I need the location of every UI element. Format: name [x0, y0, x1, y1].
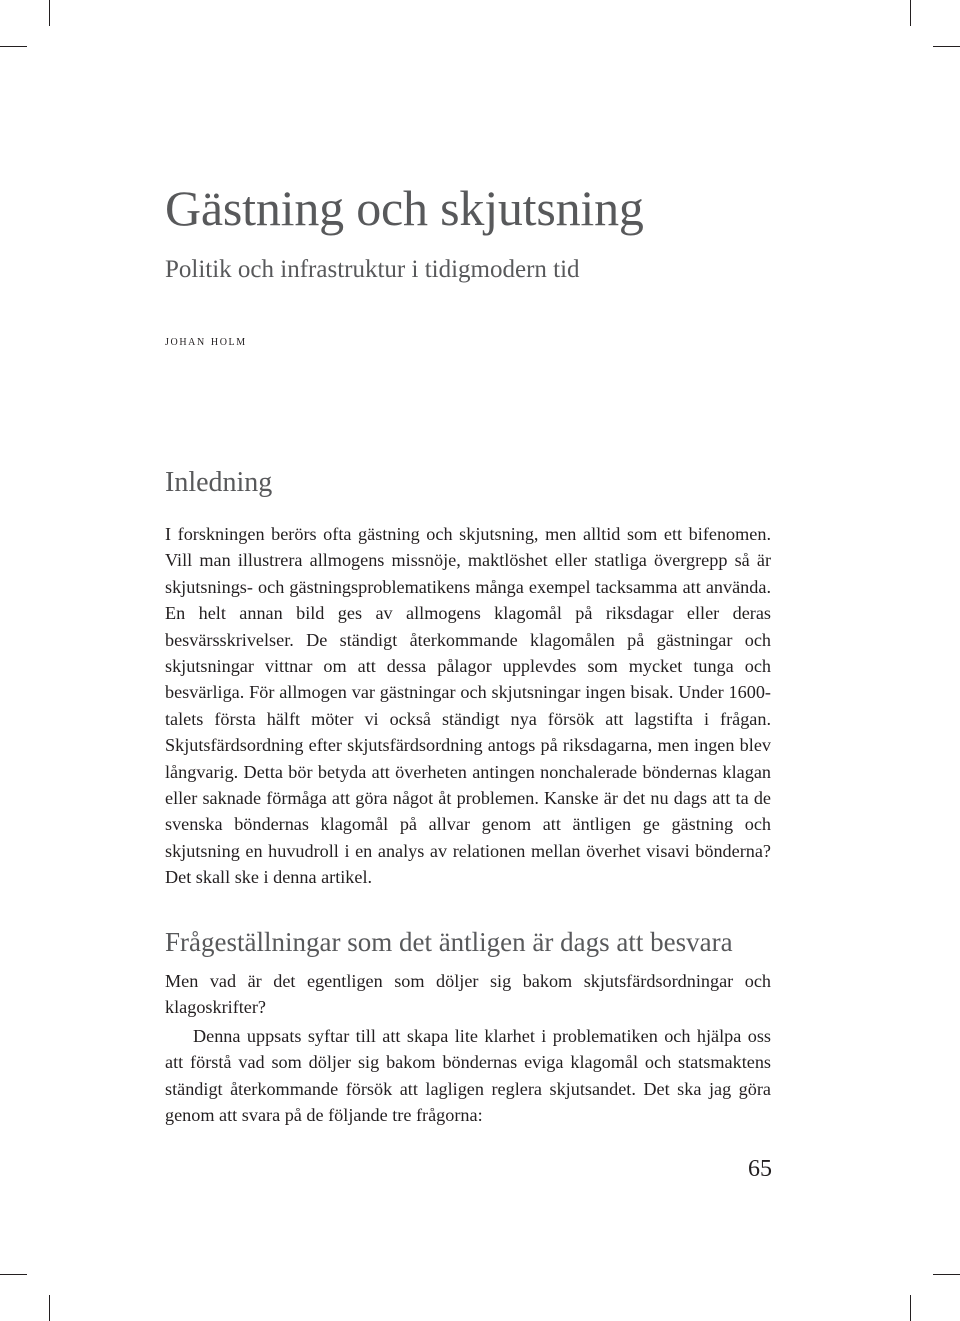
- questions-paragraph-1: Men vad är det egentligen som döljer sig bakom skjutsfärdsordningar och klagoskrifter?: [165, 971, 771, 1018]
- article-author: johan holm: [165, 334, 247, 349]
- crop-mark-top-left-horizontal: [0, 46, 27, 47]
- crop-mark-bottom-right-horizontal: [933, 1274, 960, 1275]
- page-number: 65: [748, 1156, 772, 1182]
- article-title: Gästning och skjutsning: [165, 180, 644, 236]
- crop-mark-top-right-vertical: [910, 0, 911, 26]
- crop-mark-bottom-left-horizontal: [0, 1274, 27, 1275]
- article-subtitle: Politik och infrastruktur i tidigmodern tid: [165, 256, 580, 283]
- questions-paragraph-2: Denna uppsats syftar till att skapa lite klarhet i problematiken och hjälpa oss att förstå vad som döljer sig bakom böndernas eviga klagomål och statsmaktens ständigt återkommande försök att lagligen reglera skjutsandet. Det ska jag göra genom att svara på de följande tre frågorna:: [165, 1026, 771, 1126]
- intro-paragraph: I forskningen berörs ofta gästning och skjutsning, men alltid som ett bifenomen. Vill man illustrera allmogens missnöje, maktlöshet eller statliga övergrepp så är skjutsnings- och gästningsproblematikens många exempel tacksamma att använda. En helt annan bild ges av allmogens klagomål på riksdagar eller deras besvärsskrivelser. De ständigt återkommande klagomålen på gästningar och skjutsningar vittnar om att dessa pålagor upplevdes som mycket tunga och besvärliga. För allmogen var gästningar och skjutsningar ingen bisak. Under 1600-talets första hälft möter vi också ständigt nya försök att lagstifta i frågan. Skjutsfärdsordning efter skjutsfärdsordning antogs på riksdagarna, men ingen blev långvarig. Detta bör betyda att överheten antingen nonchalerade böndernas klagan eller saknade förmåga att göra något åt problemen. Kanske är det nu dags att ta de svenska böndernas klagomål på allvar genom att äntligen ge gästning och skjutsning en huvudroll i en analys av relationen mellan överhet visavi bönderna? Det skall ske i denna artikel.: [165, 524, 771, 888]
- section-heading-questions: Frågeställningar som det äntligen är dags att besvara: [165, 927, 733, 957]
- section-heading-intro: Inledning: [165, 467, 273, 498]
- crop-mark-bottom-right-vertical: [910, 1295, 911, 1321]
- crop-mark-top-left-vertical: [49, 0, 50, 26]
- crop-mark-top-right-horizontal: [933, 46, 960, 47]
- crop-mark-bottom-left-vertical: [49, 1295, 50, 1321]
